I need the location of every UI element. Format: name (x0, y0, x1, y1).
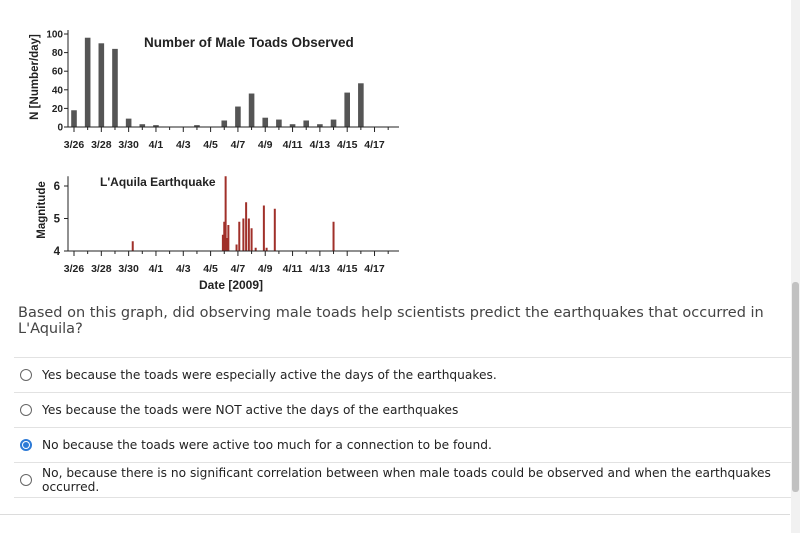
toad-bar (344, 93, 350, 127)
x-tick-label: 4/9 (257, 263, 273, 275)
y-tick-label: 6 (53, 181, 60, 193)
y-tick-label: 80 (51, 48, 63, 60)
chart2-xlabel: Date [2009] (198, 278, 264, 292)
earthquake-bar (333, 222, 335, 251)
toad-bar (112, 49, 118, 127)
x-tick-label: 3/26 (63, 139, 85, 151)
toad-bar (126, 119, 132, 127)
x-tick-label: 4/1 (148, 263, 164, 275)
x-tick-label: 3/30 (118, 139, 139, 151)
x-tick-label: 4/17 (364, 263, 385, 275)
radio-button[interactable] (20, 474, 32, 486)
page-scrollbar[interactable] (791, 0, 800, 533)
x-tick-label: 4/3 (175, 263, 191, 275)
answer-option-label: Yes because the toads were NOT active the days of the earthquakes (42, 403, 459, 417)
earthquake-bar (238, 222, 240, 251)
toad-bar (303, 120, 309, 127)
earthquake-bar (236, 245, 238, 252)
toad-bar (262, 118, 268, 127)
answer-option-1[interactable] (14, 357, 791, 392)
answer-option-4[interactable] (14, 462, 791, 498)
divider (0, 514, 790, 515)
y-tick-label: 100 (46, 29, 63, 41)
x-tick-label: 4/5 (203, 139, 218, 151)
toad-bar (276, 120, 282, 127)
answer-option-label: No because the toads were active too much for a connection to be found. (42, 438, 492, 452)
earthquake-bar (251, 228, 253, 251)
x-tick-label: 4/9 (257, 139, 273, 151)
radio-button[interactable] (20, 439, 32, 451)
toad-bar (85, 38, 91, 127)
chart1-ylabel: N [Number/day] (29, 34, 41, 120)
x-tick-label: 4/11 (282, 139, 303, 151)
earthquake-bar (227, 225, 229, 251)
x-tick-label: 4/13 (309, 139, 331, 151)
x-tick-label: 4/11 (282, 263, 303, 275)
x-tick-label: 4/15 (336, 139, 358, 151)
x-tick-label: 4/7 (230, 263, 246, 275)
toad-bar (331, 120, 337, 127)
x-tick-label: 4/3 (175, 139, 191, 151)
y-tick-label: 20 (51, 103, 63, 115)
earthquake-bar (242, 219, 244, 252)
toad-bar (71, 110, 77, 127)
answer-option-label: No, because there is no significant correlation between when male toads could be observed and when the earthquakes occurred. (42, 466, 771, 494)
y-tick-label: 5 (53, 213, 60, 226)
y-tick-label: 0 (57, 122, 63, 134)
y-tick-label: 40 (51, 85, 63, 97)
radio-button[interactable] (20, 404, 32, 416)
chart2-ylabel: Magnitude (36, 181, 48, 239)
x-tick-label: 4/7 (230, 139, 246, 151)
question-text: Based on this graph, did observing male toads help scientists predict the earthquakes that occurred in L'Aquila? (18, 305, 764, 337)
earthquake-bar (132, 241, 134, 251)
answer-option-2[interactable] (14, 392, 791, 427)
answer-option-label: Yes because the toads were especially active the days of the earthquakes. (42, 368, 497, 382)
x-tick-label: 4/5 (203, 263, 218, 275)
x-tick-label: 3/26 (63, 263, 85, 275)
y-tick-label: 60 (51, 66, 63, 78)
x-tick-label: 4/1 (148, 139, 164, 151)
x-tick-label: 3/28 (91, 263, 112, 275)
earthquake-bar (263, 206, 265, 252)
y-tick-label: 4 (53, 246, 60, 258)
answer-option-3[interactable] (14, 427, 791, 462)
chart2-title: L'Aquila Earthquake (100, 175, 216, 189)
toad-bar (249, 94, 255, 127)
toad-bar (358, 83, 364, 127)
earthquake-chart (36, 175, 399, 292)
toad-bar (99, 43, 105, 127)
x-tick-label: 4/13 (309, 263, 331, 275)
toad-bar (221, 120, 227, 127)
x-tick-label: 4/17 (364, 139, 385, 151)
answer-options (14, 357, 791, 498)
earthquake-bar (245, 202, 247, 251)
x-tick-label: 3/28 (91, 139, 112, 151)
x-tick-label: 4/15 (336, 263, 358, 275)
chart1-title: Number of Male Toads Observed (144, 35, 354, 50)
x-tick-label: 3/30 (118, 263, 139, 275)
earthquake-bar (248, 219, 250, 252)
earthquake-bar (274, 209, 276, 251)
toad-bar (235, 107, 241, 127)
radio-button[interactable] (20, 369, 32, 381)
male-toads-chart (29, 30, 399, 152)
scrollbar-thumb[interactable] (792, 282, 799, 492)
